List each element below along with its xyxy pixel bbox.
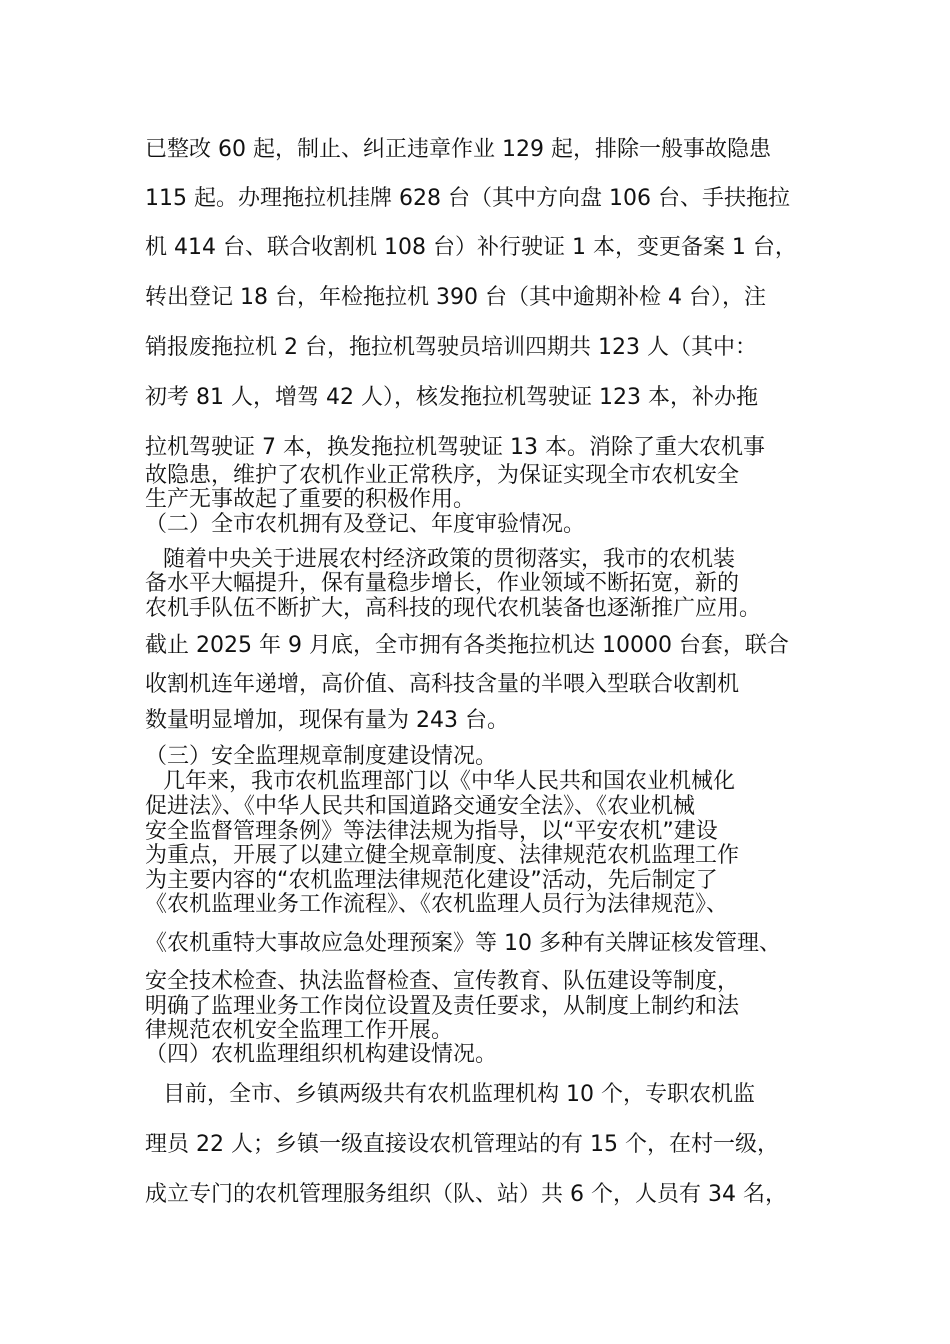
paragraph-line: 律规范农机安全监理工作开展。: [145, 1018, 454, 1043]
paragraph-line: 数量明显增加，现保有量为 243 台。: [145, 708, 509, 733]
paragraph-line: 生产无事故起了重要的积极作用。: [145, 487, 476, 512]
paragraph-line: 《农机重特大事故应急处理预案》等 10 多种有关牌证核发管理、: [145, 931, 781, 956]
paragraph-line: 为主要内容的“农机监理法律规范化建设”活动，先后制定了: [145, 868, 718, 893]
paragraph-line: 农机手队伍不断扩大，高科技的现代农机装备也逐渐推广应用。: [145, 596, 762, 621]
paragraph-line: 明确了监理业务工作岗位设置及责任要求，从制度上制约和法: [145, 994, 740, 1019]
paragraph-line: 备水平大幅提升，保有量稳步增长，作业领域不断拓宽，新的: [145, 571, 740, 596]
paragraph-line: 目前，全市、乡镇两级共有农机监理机构 10 个，专职农机监: [163, 1082, 755, 1107]
paragraph-line: 《农机监理业务工作流程》、《农机监理人员行为法律规范》、: [145, 892, 729, 917]
paragraph-line: 几年来，我市农机监理部门以《中华人民共和国农业机械化: [163, 769, 736, 794]
paragraph-line: 初考 81 人，增驾 42 人），核发拖拉机驾驶证 123 本，补办拖: [145, 385, 758, 410]
paragraph-line: 115 起。办理拖拉机挂牌 628 台（其中方向盘 106 台、手扶拖拉: [145, 186, 790, 211]
paragraph-line: 截止 2025 年 9 月底，全市拥有各类拖拉机达 10000 台套，联合: [145, 633, 789, 658]
section-heading-3: （三）安全监理规章制度建设情况。: [145, 744, 498, 769]
paragraph-line: 随着中央关于进展农村经济政策的贯彻落实，我市的农机装: [163, 547, 736, 572]
paragraph-line: 拉机驾驶证 7 本，换发拖拉机驾驶证 13 本。消除了重大农机事: [145, 435, 765, 460]
paragraph-line: 销报废拖拉机 2 台，拖拉机驾驶员培训四期共 123 人（其中：: [145, 335, 757, 360]
paragraph-line: 故隐患，维护了农机作业正常秩序，为保证实现全市农机安全: [145, 463, 740, 488]
paragraph-line: 促进法》、《中华人民共和国道路交通安全法》、《农业机械: [145, 794, 696, 819]
paragraph-line: 理员 22 人；乡镇一级直接设农机管理站的有 15 个，在村一级，: [145, 1132, 779, 1157]
paragraph-line: 安全监督管理条例》等法律法规为指导，以“平安农机”建设: [145, 819, 718, 844]
paragraph-line: 安全技术检查、执法监督检查、宣传教育、队伍建设等制度，: [145, 969, 740, 994]
paragraph-line: 机 414 台、联合收割机 108 台）补行驶证 1 本，变更备案 1 台，: [145, 235, 797, 260]
paragraph-line: 收割机连年递增，高价值、高科技含量的半喂入型联合收割机: [145, 672, 740, 697]
section-heading-2: （二）全市农机拥有及登记、年度审验情况。: [145, 512, 586, 537]
paragraph-line: 已整改 60 起，制止、纠正违章作业 129 起，排除一般事故隐患: [145, 137, 771, 162]
paragraph-line: 转出登记 18 台，年检拖拉机 390 台（其中逾期补检 4 台），注: [145, 285, 766, 310]
paragraph-line: 成立专门的农机管理服务组织（队、站）共 6 个，人员有 34 名，: [145, 1182, 787, 1207]
section-heading-4: （四）农机监理组织机构建设情况。: [145, 1042, 498, 1067]
paragraph-line: 为重点，开展了以建立健全规章制度、法律规范农机监理工作: [145, 843, 740, 868]
